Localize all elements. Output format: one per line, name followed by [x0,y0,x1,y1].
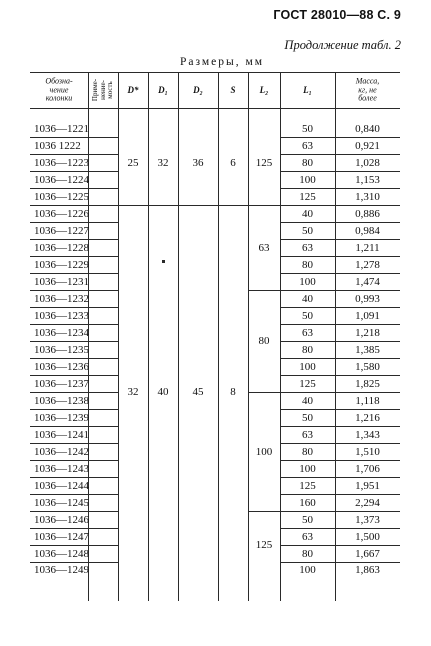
row-l1: 63 [302,428,313,441]
row-l1: 125 [299,377,316,390]
row-mass: 1,218 [355,326,380,339]
l2-group-value: 80 [258,335,270,348]
row-designation: 1036—1232 [34,292,89,305]
row-l1: 125 [299,479,316,492]
row-rule [280,494,400,495]
l2-group-rule [248,392,280,393]
row-designation: 1036—1247 [34,530,89,543]
row-l1: 80 [302,445,313,458]
row-rule [30,545,118,546]
row-designation: 1036—1235 [34,343,89,356]
header-application: Приме- нение- мость [90,78,114,102]
row-rule [30,443,118,444]
row-l1: 40 [302,394,313,407]
row-rule [280,477,400,478]
row-mass: 2,294 [355,496,380,509]
row-l1: 50 [302,224,313,237]
row-mass: 1,500 [355,530,380,543]
l2-group-rule [248,290,280,291]
header-d1: D₁ [158,85,168,95]
row-designation: 1036—1226 [34,207,89,220]
row-rule [30,256,118,257]
row-rule [280,528,400,529]
row-rule [30,460,118,461]
row-rule [280,511,400,512]
row-rule [280,443,400,444]
row-designation: 1036—1245 [34,496,89,509]
row-rule [30,375,118,376]
row-l1: 100 [299,173,316,186]
row-l1: 63 [302,326,313,339]
row-l1: 40 [302,207,313,220]
group-a-d2: 36 [192,156,204,169]
row-rule [30,222,118,223]
row-designation: 1036—1246 [34,513,89,526]
row-rule [30,171,118,172]
group-a-d: 25 [127,156,139,169]
row-mass: 1,373 [355,513,380,526]
row-rule [30,324,118,325]
row-mass: 1,825 [355,377,380,390]
row-designation: 1036—1221 [34,123,89,135]
l2-group-value: 100 [255,445,273,458]
header-l1: L₁ [303,85,312,95]
row-mass: 1,118 [355,394,380,407]
row-mass: 1,278 [355,258,380,271]
row-rule [280,545,400,546]
row-mass: 1,667 [355,547,380,560]
row-designation: 1036—1248 [34,547,89,560]
row-rule [280,205,400,206]
row-l1: 125 [299,190,316,203]
group-b-d2: 45 [192,386,204,399]
dimensions-caption: Размеры, мм [180,56,265,68]
row-rule [30,239,118,240]
row-rule [280,341,400,342]
group-b-d: 32 [127,386,139,399]
row-rule [30,511,118,512]
row-l1: 50 [302,411,313,424]
row-designation: 1036 1222 [34,139,81,152]
column-rule [178,72,179,601]
row-designation: 1036—1234 [34,326,89,339]
row-rule [280,307,400,308]
row-l1: 100 [299,275,316,288]
row-mass: 1,091 [355,309,380,322]
row-mass: 1,474 [355,275,380,288]
row-rule [30,477,118,478]
row-rule [30,205,118,206]
row-rule [30,409,118,410]
row-mass: 1,211 [355,241,380,254]
row-designation: 1036—1236 [34,360,89,373]
header-d: D* [127,85,139,95]
row-designation: 1036—1227 [34,224,89,237]
group-a-d1: 32 [157,156,169,169]
row-designation: 1036—1224 [34,173,89,186]
row-mass: 1,706 [355,462,380,475]
row-designation: 1036—1241 [34,428,89,441]
column-rule [280,72,281,601]
row-rule [280,137,400,138]
row-rule [280,562,400,563]
row-rule [30,426,118,427]
row-l1: 100 [299,564,316,577]
row-rule [280,256,400,257]
row-rule [280,222,400,223]
row-mass: 1,216 [355,411,380,424]
row-mass: 0,840 [355,123,380,135]
column-rule [248,72,249,601]
row-mass: 1,385 [355,343,380,356]
row-mass: 1,028 [355,156,380,169]
header-mass: Масса, кг, не более [355,76,380,103]
row-l1: 80 [302,156,313,169]
row-mass: 0,886 [355,207,380,220]
row-designation: 1036—1242 [34,445,89,458]
row-l1: 63 [302,530,313,543]
row-designation: 1036—1239 [34,411,89,424]
row-rule [280,239,400,240]
l2-group-value: 125 [255,539,273,551]
column-rule [148,72,149,601]
row-rule [280,358,400,359]
row-designation: 1036—1228 [34,241,89,254]
row-rule [280,324,400,325]
row-mass: 0,993 [355,292,380,305]
row-rule [30,562,118,563]
header-s: S [230,85,236,95]
row-designation: 1036—1244 [34,479,89,492]
row-rule [280,460,400,461]
page-header: ГОСТ 28010—88 С. 9 [273,8,401,22]
row-rule [30,341,118,342]
row-rule [280,375,400,376]
row-rule [280,409,400,410]
row-l1: 50 [302,309,313,322]
row-rule [280,290,400,291]
row-mass: 0,921 [355,139,380,152]
row-rule [30,273,118,274]
group-a-l2: 125 [255,156,273,169]
row-designation: 1036—1231 [34,275,89,288]
row-designation: 1036—1225 [34,190,89,203]
group-b-d1: 40 [157,386,169,399]
row-mass: 1,343 [355,428,380,441]
row-designation: 1036—1243 [34,462,89,475]
row-designation: 1036—1249 [34,564,89,577]
row-l1: 80 [302,547,313,560]
row-l1: 100 [299,462,316,475]
row-rule [280,392,400,393]
group-rule [118,205,280,206]
row-designation: 1036—1233 [34,309,89,322]
row-designation: 1036—1237 [34,377,89,390]
row-l1: 100 [299,360,316,373]
row-rule [280,171,400,172]
row-designation: 1036—1238 [34,394,89,407]
row-l1: 50 [302,123,313,135]
l2-group-rule [248,511,280,512]
row-l1: 40 [302,292,313,305]
row-l1: 50 [302,513,313,526]
row-l1: 80 [302,258,313,271]
row-rule [280,188,400,189]
header-bottom-rule [30,108,400,109]
column-rule [335,72,336,601]
print-speck [162,260,165,263]
row-mass: 1,310 [355,190,380,203]
row-rule [280,273,400,274]
row-rule [30,307,118,308]
row-mass: 1,863 [355,564,380,577]
table-continuation-caption: Продолжение табл. 2 [284,38,401,52]
row-mass: 1,951 [355,479,380,492]
header-d2: D₂ [193,85,203,95]
row-mass: 0,984 [355,224,380,237]
row-mass: 1,580 [355,360,380,373]
row-designation: 1036—1229 [34,258,89,271]
row-l1: 80 [302,343,313,356]
row-mass: 1,153 [355,173,380,186]
row-rule [30,528,118,529]
column-rule [118,72,119,601]
row-rule [30,358,118,359]
l2-group-value: 63 [258,241,270,254]
column-rule [218,72,219,601]
group-b-s: 8 [230,386,236,399]
row-l1: 63 [302,241,313,254]
row-rule [30,494,118,495]
row-designation: 1036—1223 [34,156,89,169]
row-rule [30,188,118,189]
row-mass: 1,510 [355,445,380,458]
group-a-s: 6 [230,156,236,169]
row-rule [30,137,118,138]
row-rule [280,154,400,155]
row-rule [30,290,118,291]
row-l1: 63 [302,139,313,152]
header-l2: L₂ [259,85,269,95]
row-l1: 160 [299,496,316,509]
table-top-rule [30,72,400,73]
row-rule [30,154,118,155]
header-designation: Обозна- чение колонки [45,76,73,103]
row-rule [280,426,400,427]
row-rule [30,392,118,393]
